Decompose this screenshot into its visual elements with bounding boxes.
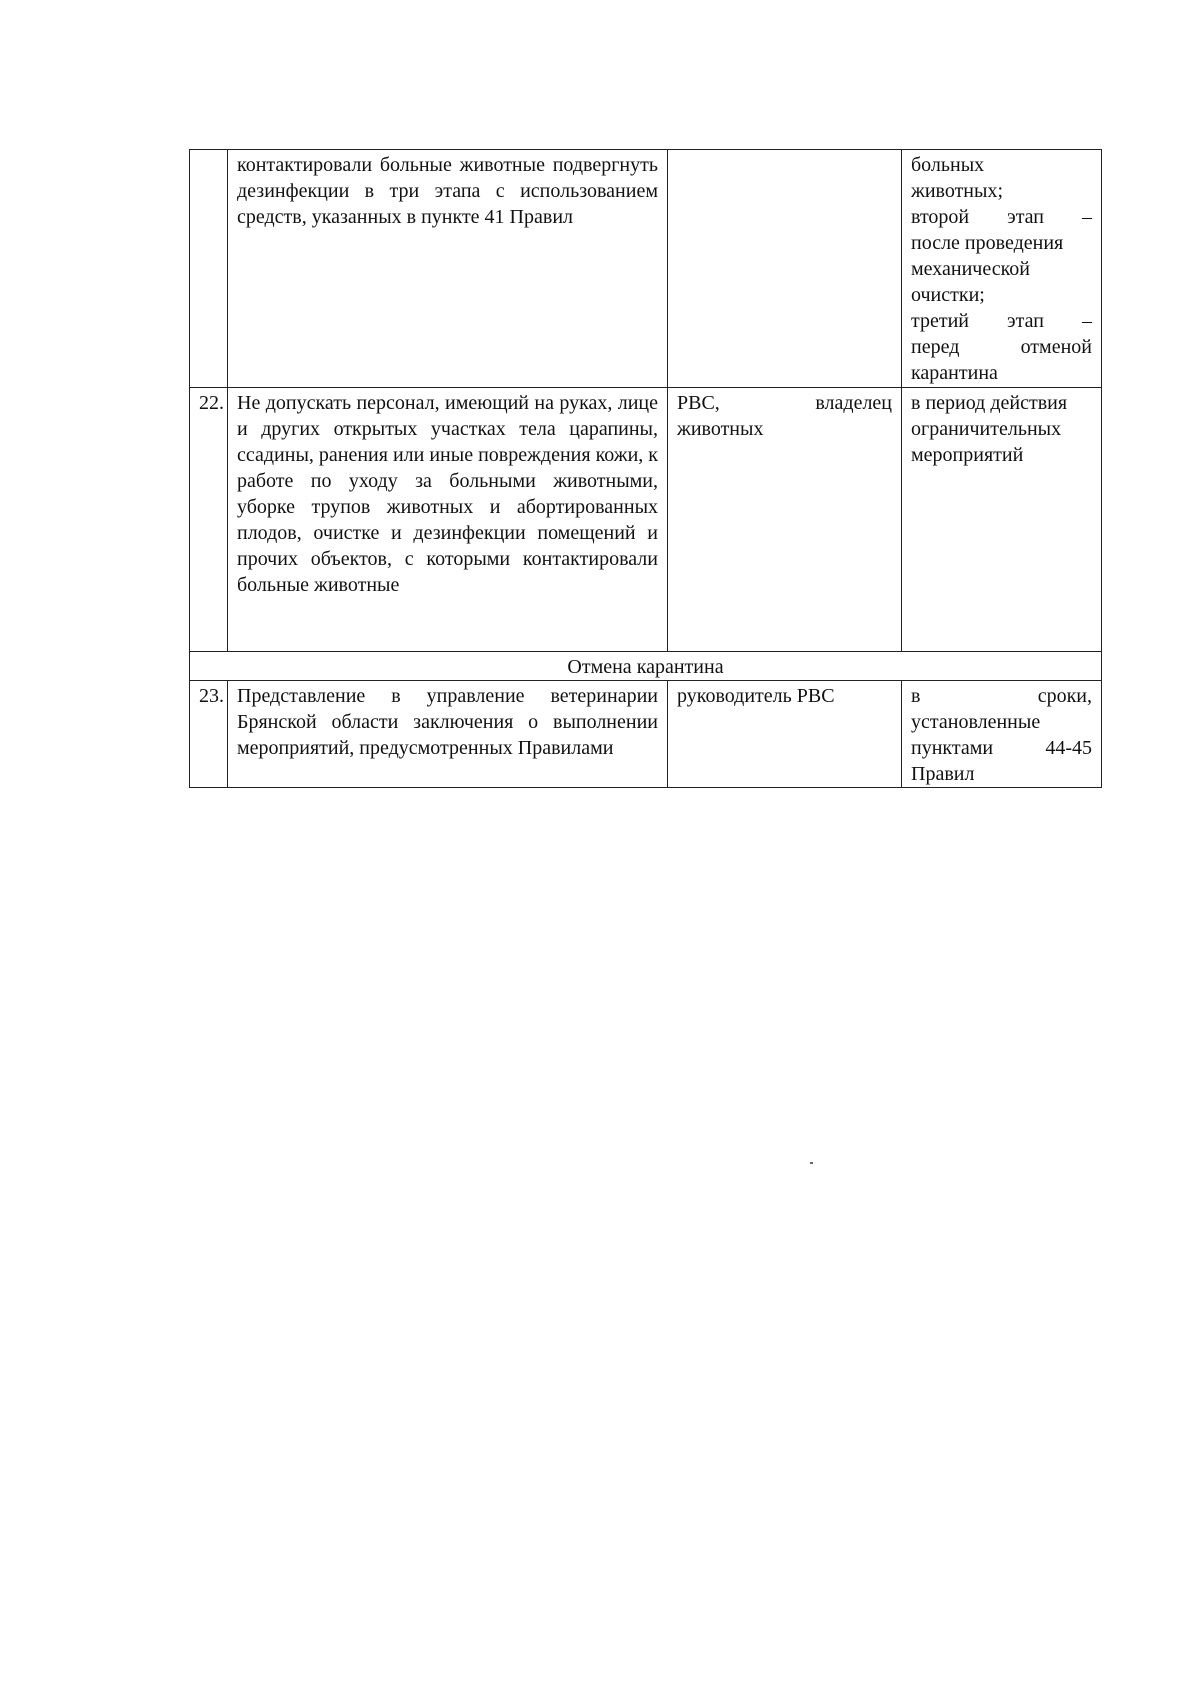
section-title: Отмена карантина — [190, 652, 1102, 681]
deadline-line: карантина — [911, 362, 998, 384]
row-number-cell: 22. — [190, 388, 228, 652]
deadline-line: перед отменой — [911, 336, 1092, 358]
deadline-cell — [902, 150, 1102, 388]
responsible-cell: РВС, владелец животных — [668, 388, 902, 652]
table-row-continuation — [190, 150, 1102, 388]
measure-cell: Не допускать персонал, имеющий на руках, лице и других открытых участках тела царапины, ссадины, ранения или иные повреждения кожи, к работе по уходу за больными животными, уборке трупов животных и абортированных плодов, очистке и дезинфекции помещений и прочих объектов, с которыми контактировали больные животные — [228, 388, 668, 652]
table-row-22 — [190, 388, 1102, 652]
row-number-cell: 23. — [190, 681, 228, 788]
deadline-line: после проведения — [911, 232, 1064, 254]
scan-speck — [810, 1162, 813, 1164]
deadline-cell: в период действия ограничительных мероприятий — [902, 388, 1102, 652]
responsible-cell: руководитель РВС — [668, 681, 902, 788]
deadline-line: очистки; — [911, 284, 985, 306]
section-header-row — [190, 652, 1102, 681]
deadline-line: третий этап – — [911, 310, 1092, 332]
measure-cell: контактировали больные животные подвергнуть дезинфекции в три этапа с использованием средств, указанных в пункте 41 Правил — [228, 150, 668, 388]
deadline-line: механической — [911, 258, 1031, 280]
measure-cell: Представление в управление ветеринарии Брянской области заключения о выполнении мероприятий, предусмотренных Правилами — [228, 681, 668, 788]
measures-table — [189, 149, 1102, 788]
deadline-line: второй этап – — [911, 206, 1092, 228]
responsible-cell — [668, 150, 902, 388]
deadline-cell: в сроки, установленные пунктами 44-45 Правил — [902, 681, 1102, 788]
deadline-line: животных; — [911, 180, 1004, 202]
row-number-cell — [190, 150, 228, 388]
table-row-23 — [190, 681, 1102, 788]
deadline-line: больных — [911, 154, 985, 176]
